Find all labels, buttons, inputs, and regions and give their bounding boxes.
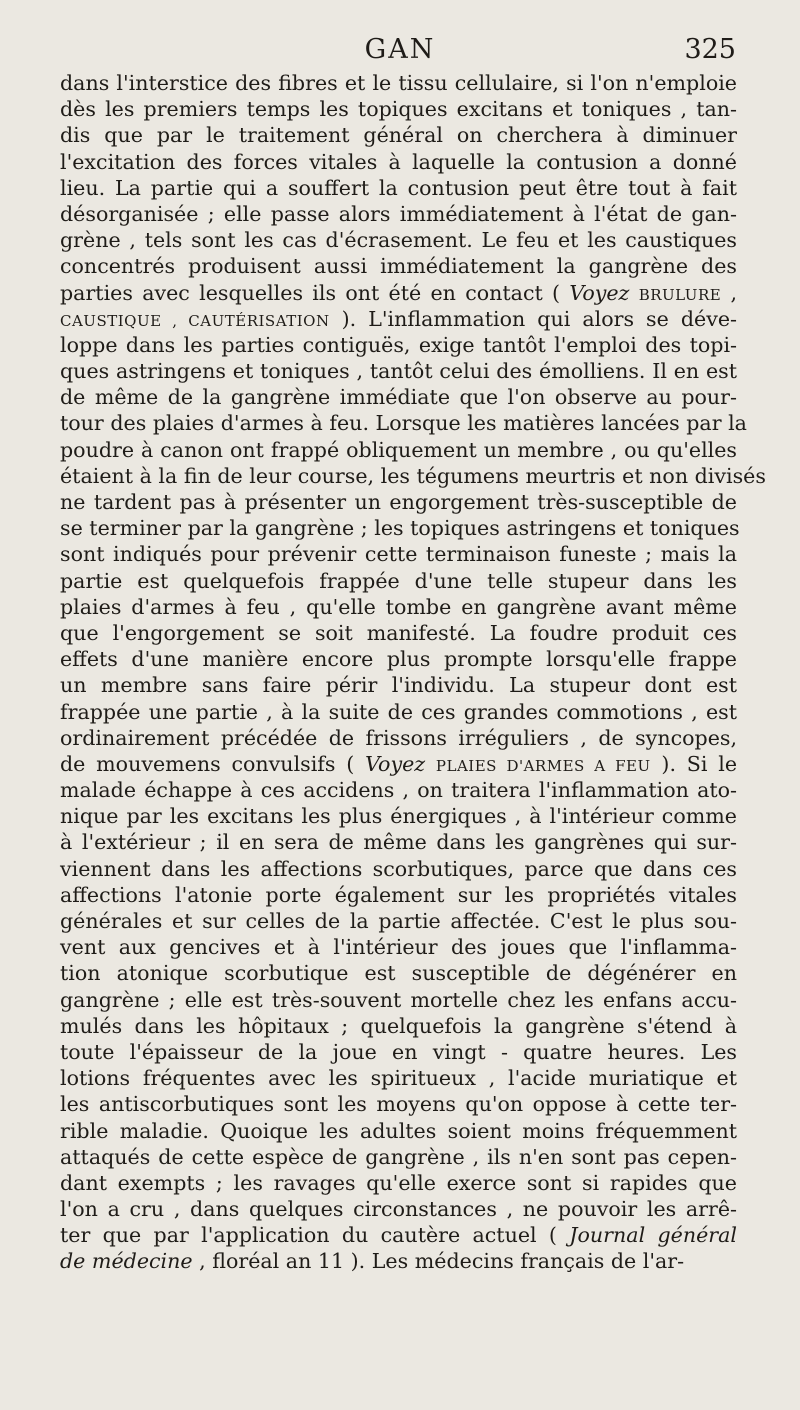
text-line: vent aux gencives et à l'intérieur des joues que l'inflamma- — [60, 935, 737, 960]
text-line: CAUSTIQUE , CAUTÉRISATION ). L'inflammation qui alors se déve- — [60, 306, 737, 331]
text-line: étaient à la fin de leur course, les tégumens meurtris et non divisés — [60, 463, 766, 488]
text-line: sont indiqués pour prévenir cette terminaison funeste ; mais la — [60, 542, 737, 567]
text-line: que l'engorgement se soit manifesté. La foudre produit ces — [60, 620, 737, 645]
text-line: désorganisée ; elle passe alors immédiatement à l'état de gan- — [60, 201, 737, 226]
text-line: à l'extérieur ; il en sera de même dans les gangrènes qui sur- — [60, 830, 737, 855]
text-line: ques astringens et toniques , tantôt celui des émolliens. Il en est — [60, 359, 737, 384]
text-line: lotions fréquentes avec les spiritueux , l'acide muriatique et — [60, 1066, 737, 1091]
text-line: affections l'atonie porte également sur les propriétés vitales — [60, 882, 737, 907]
page-number: 325 — [684, 34, 736, 65]
text-line: nique par les excitans les plus énergiques , à l'intérieur comme — [60, 804, 737, 829]
body-text — [60, 70, 766, 1275]
text-line: rible maladie. Quoique les adultes soient moins fréquemment — [60, 1118, 737, 1143]
text-line: de même de la gangrène immédiate que l'on observe au pour- — [60, 385, 737, 410]
text-line: viennent dans les affections scorbutiques, parce que dans ces — [60, 856, 737, 881]
text-line: dant exempts ; les ravages qu'elle exerce sont si rapides que — [60, 1170, 737, 1195]
text-line: concentrés produisent aussi immédiatement la gangrène des — [60, 254, 737, 279]
text-line: grène , tels sont les cas d'écrasement. Le feu et les caustiques — [60, 228, 737, 253]
text-line: les antiscorbutiques sont les moyens qu'on oppose à cette ter- — [60, 1092, 737, 1117]
text-line: dans l'interstice des fibres et le tissu cellulaire, si l'on n'emploie — [60, 71, 737, 95]
text-line: tion atonique scorbutique est susceptible de dégénérer en — [60, 961, 737, 986]
text-line: générales et sur celles de la partie affectée. C'est le plus sou- — [60, 909, 737, 933]
text-line: dès les premiers temps les topiques excitans et toniques , tan- — [60, 97, 737, 122]
page-header — [0, 34, 800, 68]
text-line: un membre sans faire périr l'individu. La stupeur dont est — [60, 673, 737, 698]
text-line: effets d'une manière encore plus prompte lorsqu'elle frappe — [60, 647, 737, 672]
text-line: dis que par le traitement général on cherchera à diminuer — [60, 123, 737, 148]
text-line: parties avec lesquelles ils ont été en contact ( Voyez BRULURE , — [60, 280, 738, 305]
text-line: poudre à canon ont frappé obliquement un membre , ou qu'elles — [60, 437, 737, 462]
text-line: ne tardent pas à présenter un engorgement très-susceptible de — [60, 490, 737, 514]
text-line: l'on a cru , dans quelques circonstances , ne pouvoir les arrê- — [60, 1197, 737, 1222]
running-head: GAN — [364, 34, 436, 65]
text-line: lieu. La partie qui a souffert la contusion peut être tout à fait — [60, 175, 737, 200]
text-line: de mouvemens convulsifs ( Voyez PLAIES D'ARMES A FEU ). Si le — [60, 751, 738, 776]
text-line: plaies d'armes à feu , qu'elle tombe en gangrène avant même — [60, 594, 737, 619]
text-line: frappée une partie , à la suite de ces grandes commotions , est — [60, 699, 737, 724]
text-line: malade échappe à ces accidens , on traitera l'inflammation ato- — [60, 778, 737, 803]
text-line: loppe dans les parties contiguës, exige tantôt l'emploi des topi- — [60, 332, 737, 357]
text-line: mulés dans les hôpitaux ; quelquefois la gangrène s'étend à — [60, 1013, 737, 1038]
text-line: attaqués de cette espèce de gangrène , ils n'en sont pas cepen- — [60, 1144, 737, 1169]
text-line: gangrène ; elle est très-souvent mortelle chez les enfans accu- — [60, 987, 737, 1012]
text-line: tour des plaies d'armes à feu. Lorsque les matières lancées par la — [60, 411, 747, 436]
text-line: toute l'épaisseur de la joue en vingt - quatre heures. Les — [60, 1039, 737, 1064]
text-line: ordinairement précédée de frissons irréguliers , de syncopes, — [60, 725, 737, 750]
text-line: partie est quelquefois frappée d'une telle stupeur dans les — [60, 568, 737, 593]
text-line: ter que par l'application du cautère actuel ( Journal général — [60, 1223, 737, 1248]
text-line: se terminer par la gangrène ; les topiques astringens et toniques — [60, 516, 740, 541]
text-line: l'excitation des forces vitales à laquelle la contusion a donné — [60, 149, 737, 174]
text-line: de médecine , floréal an 11 ). Les médecins français de l'ar- — [60, 1249, 685, 1274]
